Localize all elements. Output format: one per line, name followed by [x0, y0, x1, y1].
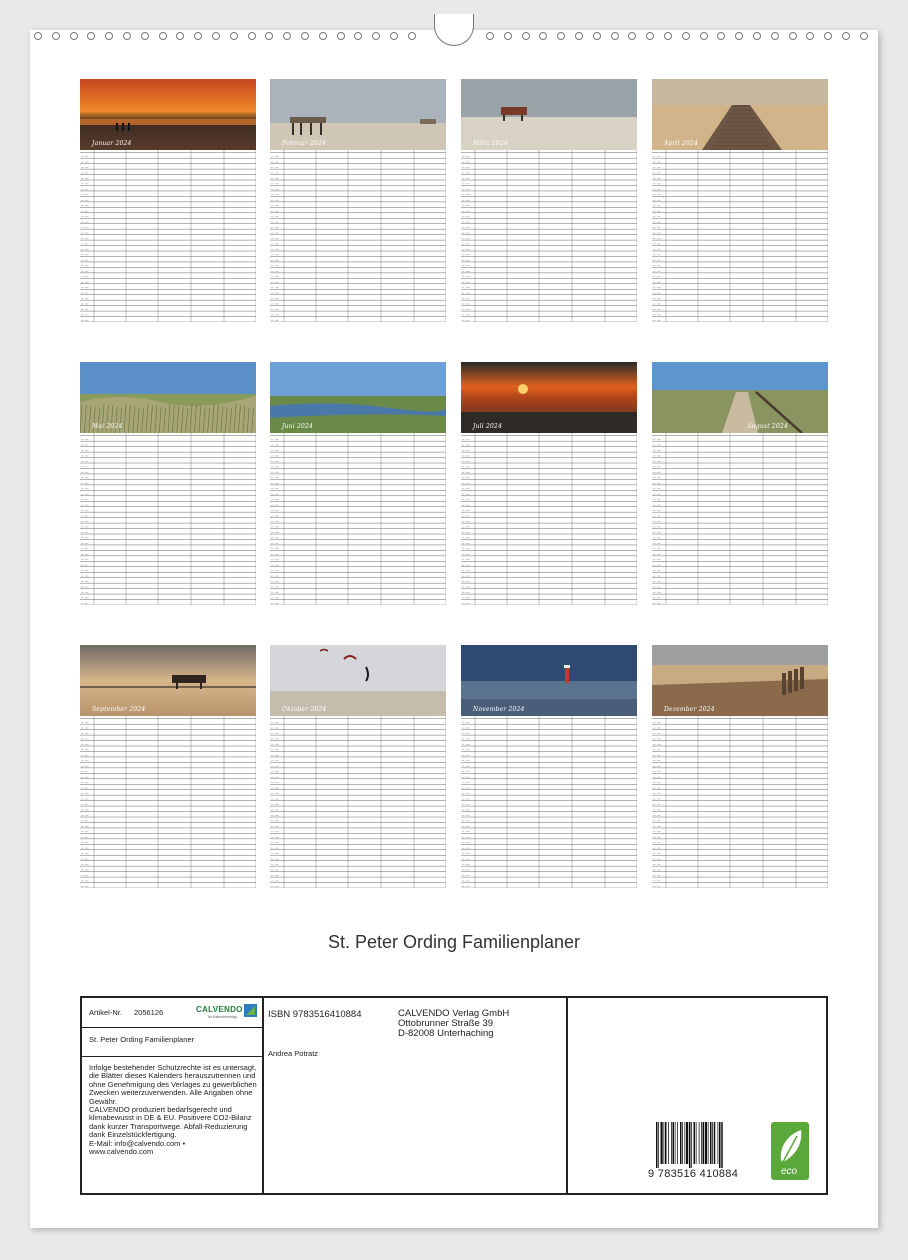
info-column-left	[82, 998, 264, 1193]
ring-hole	[105, 32, 113, 40]
month-photo	[270, 79, 446, 150]
ring-hole	[611, 32, 619, 40]
month-label: Juni 2024	[282, 423, 314, 430]
ring-hole	[575, 32, 583, 40]
planner-grid	[80, 433, 256, 605]
article-label: Artikel-Nr.	[89, 1008, 122, 1017]
planner-grid	[461, 150, 637, 322]
ring-hole	[194, 32, 202, 40]
month-photo	[270, 645, 446, 716]
month-label: Mai 2024	[92, 423, 123, 430]
month-block	[461, 79, 637, 322]
month-label: August 2024	[747, 423, 788, 430]
month-block	[461, 362, 637, 605]
ring-hole	[319, 32, 327, 40]
ring-hole	[735, 32, 743, 40]
ring-hole	[87, 32, 95, 40]
ring-hole	[646, 32, 654, 40]
ring-hole	[682, 32, 690, 40]
ring-hole	[806, 32, 814, 40]
legal-notice	[89, 1064, 259, 1156]
month-label: September 2024	[92, 706, 146, 713]
ring-hole	[212, 32, 220, 40]
planner-grid	[461, 433, 637, 605]
calvendo-logo: CALVENDO Ihr Kalenderverlag	[196, 1004, 258, 1022]
month-label: Oktober 2024	[282, 706, 327, 713]
month-block	[652, 362, 828, 605]
product-row	[82, 1028, 262, 1057]
ring-hole	[486, 32, 494, 40]
author: Andrea Potratz	[268, 1049, 319, 1058]
month-photo	[270, 362, 446, 433]
calvendo-mark-icon	[244, 1004, 257, 1017]
ring-hole	[354, 32, 362, 40]
planner-grid	[80, 150, 256, 322]
month-block	[80, 645, 256, 888]
ring-hole	[824, 32, 832, 40]
ring-hole	[159, 32, 167, 40]
page-title: St. Peter Ording Familienplaner	[327, 932, 581, 952]
month-photo	[80, 362, 256, 433]
month-label: Januar 2024	[92, 140, 132, 147]
info-column-middle	[264, 998, 568, 1193]
eco-label: eco	[781, 1166, 798, 1177]
ring-hole	[408, 32, 416, 40]
planner-grid	[652, 716, 828, 888]
ring-hole	[789, 32, 797, 40]
month-label: November 2024	[473, 706, 525, 713]
ring-hole	[522, 32, 530, 40]
month-block	[461, 645, 637, 888]
ring-hole	[557, 32, 565, 40]
month-block	[270, 645, 446, 888]
month-label: April 2024	[664, 140, 699, 147]
month-label: Dezember 2024	[664, 706, 715, 713]
hanger-hook	[434, 14, 474, 46]
ring-hole	[70, 32, 78, 40]
month-photo	[652, 362, 828, 433]
month-label: Februar 2024	[282, 140, 326, 147]
ring-hole	[593, 32, 601, 40]
product-name: St. Peter Ording Familienplaner	[89, 1035, 195, 1044]
publisher-name: CALVENDO Verlag GmbH	[398, 1008, 510, 1019]
month-label: März 2024	[473, 140, 508, 147]
month-photo	[652, 79, 828, 150]
month-block	[270, 362, 446, 605]
publisher-address	[398, 1009, 509, 1039]
legal-text: Infolge bestehender Schutzrechte ist es untersagt, die Blätter dieses Kalenders herauszutrennen und ohne Genehmigung des Verlages zu gewerblichen Zwecken weiterzuverwenden. Alle Angaben ohne Gewähr.	[89, 1063, 257, 1106]
month-photo	[80, 645, 256, 716]
ring-hole	[504, 32, 512, 40]
ring-hole	[664, 32, 672, 40]
ring-hole	[842, 32, 850, 40]
eco-badge	[771, 1122, 809, 1180]
month-block	[270, 79, 446, 322]
eco-text: CALVENDO produziert bedarfsgerecht und klimabewusst in DE & EU. Positivere CO2-Bilanz dank kurzer Transportwege. Abfall-Reduzierung dank Einzelstückfertigung.	[89, 1105, 252, 1140]
info-column-right	[568, 998, 826, 1193]
planner-grid	[461, 716, 637, 888]
ring-hole	[390, 32, 398, 40]
month-photo	[652, 645, 828, 716]
article-number: 2056126	[134, 1008, 164, 1017]
publisher-street: Ottobrunner Straße 39	[398, 1018, 494, 1029]
planner-grid	[652, 150, 828, 322]
email-text: E-Mail: info@calvendo.com •	[89, 1138, 186, 1148]
article-row	[82, 998, 262, 1028]
ring-hole	[717, 32, 725, 40]
ring-hole	[283, 32, 291, 40]
isbn: ISBN 9783516410884	[268, 1009, 362, 1020]
month-block	[80, 362, 256, 605]
planner-grid	[80, 716, 256, 888]
month-block	[80, 79, 256, 322]
month-label: Juli 2024	[473, 423, 503, 430]
month-block	[652, 645, 828, 888]
ring-hole	[34, 32, 42, 40]
ring-hole	[539, 32, 547, 40]
ring-hole	[230, 32, 238, 40]
ring-hole	[771, 32, 779, 40]
planner-grid	[270, 150, 446, 322]
barcode-number: 9 783516 410884	[648, 1168, 739, 1180]
ring-hole	[123, 32, 131, 40]
ring-hole	[753, 32, 761, 40]
month-photo	[461, 362, 637, 433]
ring-hole	[141, 32, 149, 40]
ring-hole	[860, 32, 868, 40]
ring-hole	[265, 32, 273, 40]
ring-hole	[628, 32, 636, 40]
planner-grid	[270, 433, 446, 605]
binding-rings	[30, 28, 878, 50]
month-photo	[461, 645, 637, 716]
ring-hole	[337, 32, 345, 40]
month-photo-image	[652, 362, 828, 433]
info-box	[80, 996, 828, 1195]
planner-grid	[652, 433, 828, 605]
ring-hole	[52, 32, 60, 40]
ring-hole	[176, 32, 184, 40]
month-photo	[461, 79, 637, 150]
ring-hole	[372, 32, 380, 40]
ring-hole	[700, 32, 708, 40]
barcode	[656, 1122, 748, 1168]
month-block	[652, 79, 828, 322]
web-text: www.calvendo.com	[89, 1147, 154, 1157]
publisher-city: D-82008 Unterhaching	[398, 1028, 494, 1039]
ring-hole	[248, 32, 256, 40]
month-photo	[80, 79, 256, 150]
ring-hole	[301, 32, 309, 40]
planner-grid	[270, 716, 446, 888]
